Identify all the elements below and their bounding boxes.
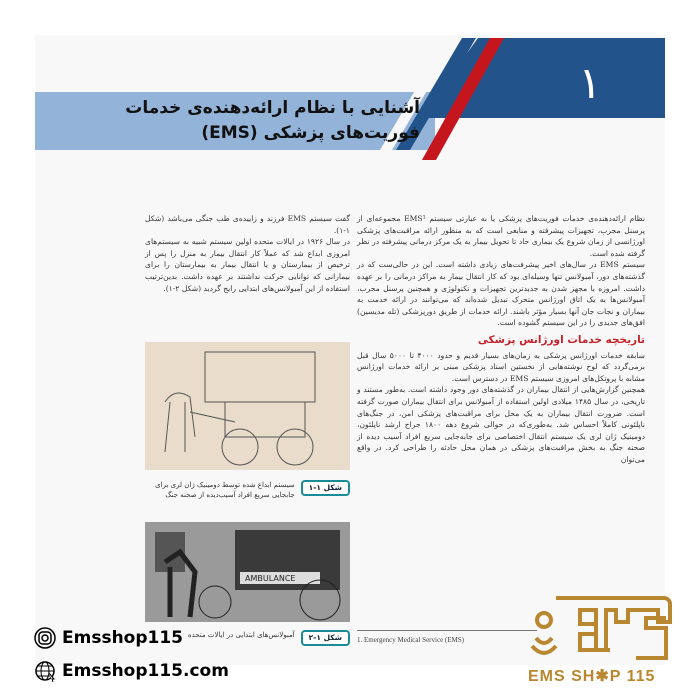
ambulance-sign: AMBULANCE bbox=[245, 574, 296, 583]
paragraph: نظام ارائه‌دهنده‌ی خدمات فوریت‌های پزشکی یا به عبارتی سیستم EMS¹ مجموعه‌ای از پرسنل مجرب، تجهیزات پیشرفته و منابعی است که به منظور ارائه مراقبت‌های پزشکی اورژانسی از زمان شروع یک بیماری حاد تا تحویل بیمار به یک مرکز درمانی پیشرفته در نظر گرفته شده است. bbox=[357, 214, 646, 258]
right-column bbox=[357, 213, 645, 465]
paragraph: گفت سیستم EMS فرزند و زاییده‌ی طب جنگی می‌باشد (شکل ۱-۱). bbox=[145, 214, 350, 235]
chapter-title bbox=[120, 96, 420, 146]
paragraph: سابقه خدمات اورژانس پزشکی به زمان‌های بسیار قدیم و حدود ۴۰۰۰ تا ۵۰۰۰ سال قبل برمی‌گردد که لوح نوشته‌هایی از نخستین اسناد پزشکی مبنی بر ارائه خدمات اورژانس مشابه با پروتکل‌های امروزی سیستم EMS در دسترس است. bbox=[357, 350, 645, 383]
section-heading: تاریخچه خدمات اورژانس پزشکی bbox=[477, 333, 645, 346]
instagram-icon bbox=[34, 627, 56, 649]
chapter-number: ۱ bbox=[578, 58, 602, 109]
title-line-2: فوریت‌های پزشکی (EMS) bbox=[201, 123, 420, 143]
caption-text: آمبولانس‌های ابتدایی در ایالات متحده bbox=[187, 631, 295, 639]
figure-1-illustration bbox=[145, 342, 350, 470]
website-link[interactable] bbox=[34, 660, 229, 682]
figure-label: شکل ۱-۱ bbox=[301, 480, 350, 496]
footnote: 1. Emergency Medical Service (EMS) bbox=[357, 636, 464, 644]
title-line-1: آشنایی با نظام ارائه‌دهنده‌ی خدمات bbox=[125, 98, 420, 118]
figure-2-photo bbox=[145, 522, 350, 622]
instagram-text: Emsshop115 bbox=[62, 628, 184, 648]
logo-text: EMS SH✱P 115 bbox=[528, 668, 656, 685]
left-column bbox=[145, 213, 350, 294]
figure-1-caption bbox=[145, 480, 350, 500]
globe-icon bbox=[34, 660, 56, 682]
figure-label: شکل ۱-۲ bbox=[301, 630, 350, 646]
website-text: Emsshop115.com bbox=[62, 661, 229, 681]
caption-text: سیستم ابداع شده توسط دومینیک ژان لری برای جابجایی سریع افراد آسیب‌دیده از صحنه جنگ bbox=[155, 481, 295, 499]
paragraph: سیستم EMS در سال‌های اخیر پیشرفت‌های زیادی داشته است. این در حالی‌ست که در گذشته‌های دور، آمبولانس تنها وسیله‌ای بود که کار انتقال بیمار به مراکز درمانی را بر عهده داشت. امروزه با مجهز شدن به جدیدترین تجهیزات و تکنولوژی و همچنین پرسنل مجرب، آمبولانس‌ها به یک اتاق اورژانس متحرک تبدیل شده‌اند که می‌توانند در ارائه خدمت به بیماران و نجات جان آنها بسیار مؤثر باشند. ارائه خدمات از طریق دورپزشکی (تله مدیسین) افق‌های جدیدی را در این سیستم گشوده است. bbox=[357, 260, 645, 328]
footnote-divider bbox=[357, 630, 537, 631]
paragraph: همچنین گزارش‌هایی از انتقال بیماران در گذشته‌های دور وجود داشته است. به‌طور مستند و تاریخی، در سال ۱۴۸۵ میلادی اولین استفاده از آمبولانس برای انتقال بیماران صورت گرفته است. ضرورت انتقال بیماران به یک محل برای مراقبت‌های پزشکی امن، در جنگ‌های ناپلئونی کاملاً احساس شد. به‌طوری‌که در حوالی شروع دهه ۱۸۰۰ جراح ارشد ناپلئون، دومینیک ژان لری یک سیستم انتقال اختصاصی برای جابه‌جایی سریع افراد آسیب دیده از صحنه جنگ به بخش مراقبت‌های پزشکی در همان محل حادثه را طراحی کرد. در واقع می‌توان bbox=[357, 385, 646, 464]
instagram-handle[interactable] bbox=[34, 627, 183, 649]
paragraph: در سال ۱۹۲۶ در ایالات متحده اولین سیستم شبیه به سیستم‌های امروزی ابداع شد که عملاً کار انتقال بیمار به منزل را پس از ترخیص از بیمارستان و یا انتقال بیمار به بیمارستان را برای بیمارانی که توانایی حرکت نداشتند بر عهده داشت. بدین‌ترتیب استفاده از این آمبولانس‌های ابتدایی رایج گردید (شکل ۲-۱). bbox=[145, 237, 350, 293]
